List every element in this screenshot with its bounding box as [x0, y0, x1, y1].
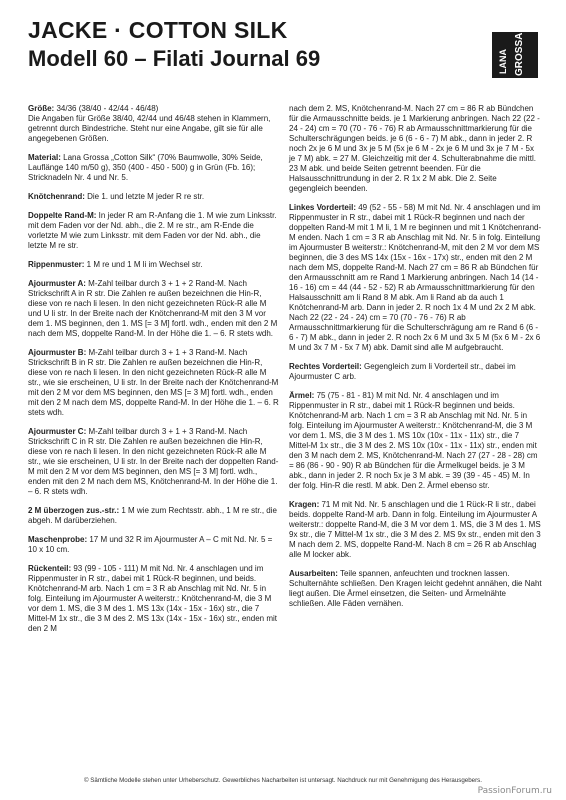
section-label: Größe:: [28, 104, 55, 113]
section-text: 93 (99 - 105 - 111) M mit Nd. Nr. 4 anschlagen und im Rippenmuster in R str., dabei mit 1 Rück-R beginnen, und beids. Knötchenrand-M arb. Nach 1 cm = 3 R ab Anschlag mit Nd. Nr. 5 in folg. Einteilung im Ajourmuster A weiterstr.: Knötchenrand-M, die 3 M vor dem 1. MS, die 3 M des 1. MS 13x (14x - 15x - 16x) str., die 7 Mittel-M 1x str., die 3 M des 2. MS 13x (14x - 15x - 16x) str., enden mit den 2 M: [28, 564, 277, 633]
section-label: Kragen:: [289, 500, 320, 509]
instruction-paragraph: [289, 203, 542, 353]
page-title: JACKE · COTTON SILK: [28, 17, 288, 43]
section-text: M-Zahl teilbar durch 3 + 1 + 2 Rand-M. Nach Strickschrift A in R str. Die Zahlen re außen bezeichnen die Hin-R, diese von re nach li lesen. In den nicht gezeichneten Rück-R alle M und U li str. In der Breite nach der Knötchenrand-M mit den 3 M vor dem 1. MS beginnen, den 1. MS [= 3 M] fortl. wdh., enden mit den 2 M nach dem MS, doppelte Rand-M. In der Höhe die 1. – 6. R stets wdh.: [28, 279, 278, 338]
watermark: PassionForum.ru: [477, 786, 552, 796]
instruction-paragraph: [289, 362, 542, 382]
instruction-paragraph: [28, 279, 281, 339]
section-label: Ajourmuster C:: [28, 427, 87, 436]
lana-grossa-logo: [492, 32, 538, 78]
section-text: Die Angaben für Größe 38/40, 42/44 und 46/48 stehen in Klammern, getrennt durch Bindestriche. Steht nur eine Angabe, gilt sie für alle angegebenen Größen.: [28, 114, 271, 143]
section-text: 1 M wie zum Rechtsstr. abh., 1 M re str., die abgeh. M darüberziehen.: [28, 506, 277, 525]
instruction-paragraph: [289, 391, 542, 491]
instruction-paragraph: [28, 260, 281, 270]
instruction-paragraph: [28, 104, 281, 144]
section-label: Maschenprobe:: [28, 535, 88, 544]
copyright-footer: © Sämtliche Modelle stehen unter Urheberschutz. Gewerbliches Nacharbeiten ist untersagt. Nachdruck nur mit Genehmigung des Herausgebers.: [83, 777, 482, 784]
logo-text-bottom: GROSSA: [514, 32, 525, 76]
section-label: 2 M überzogen zus.-str.:: [28, 506, 120, 515]
instruction-paragraph: [28, 564, 281, 634]
section-text: Gegengleich zum li Vorderteil str., dabei im Ajourmuster C arb.: [289, 362, 516, 381]
section-text: 17 M und 32 R im Ajourmuster A – C mit Nd. Nr. 5 = 10 x 10 cm.: [28, 535, 273, 554]
section-text: 71 M mit Nd. Nr. 5 anschlagen und die 1 Rück-R li str., dabei beids. doppelte Rand-M arb. Dann in folg. Einteilung im Ajourmuster A weiterstr.: doppelte Rand-M, die 3 M vor dem 1. MS, die 3 M des 1. MS 9x str., die 7 Mittel-M 1x str., die 3 M des 2. MS 9x str., enden mit den 3 M nach dem 2. MS, doppelte Rand-M. Nach 8 cm = 26 R ab Anschlag alle M locker abk.: [289, 500, 541, 559]
section-text: 34/36 (38/40 - 42/44 - 46/48): [54, 104, 159, 113]
page-subtitle: Modell 60 – Filati Journal 69: [28, 46, 321, 71]
instruction-paragraph: [289, 104, 542, 194]
instruction-paragraph: [28, 506, 281, 526]
instruction-paragraph: [28, 192, 281, 202]
section-text: 1 M re und 1 M li im Wechsel str.: [84, 260, 203, 269]
instruction-paragraph: [28, 348, 281, 418]
section-label: Rechtes Vorderteil:: [289, 362, 362, 371]
instructions-left-column: [28, 104, 281, 643]
section-text: 75 (75 - 81 - 81) M mit Nd. Nr. 4 anschlagen und im Rippenmuster in R str., dabei mit 1 Rück-R beginnen und beids. Knötchenrand-M arb. Nach 1 cm = 3 R ab Anschlag mit Nd. Nr. 5 in folg. Einteilung im Ajourmuster A weiterstr.: Knötchenrand-M, die 3 M vor dem 1. MS, die 3 M des 1. MS 10x (10x - 11x - 11x) str., die 7 Mittel-M 1x str., die 3 M des 2. MS 10x (10x - 11x - 11x) str., enden mit den 3 M nach dem 2. MS, Knötchenrand-M. Nach 27 (27 - 28 - 28) cm = 86 (86 - 90 - 90) R ab Bündchen für die Ärmelkugel beids. je 3 M abk., dann in jeder 2. R noch 5x je 3 M abk. = 39 (39 - 45 - 45) M. In der folg. Hin-R die restl. M abk. Den 2. Ärmel ebenso str.: [289, 391, 538, 490]
instruction-paragraph: [28, 535, 281, 555]
section-text: In jeder R am R-Anfang die 1. M wie zum Linksstr. mit dem Faden vor der Nd. abh., die 2. M re str., am R-Ende die vorletzte M wie zum Linksstr. mit dem Faden vor der Nd. abh., die letzte M re str.: [28, 211, 277, 250]
section-label: Doppelte Rand-M:: [28, 211, 97, 220]
section-text: M-Zahl teilbar durch 3 + 1 + 3 Rand-M. Nach Strickschrift C in R str. Die Zahlen re außen bezeichnen die Hin-R, diese von re nach li lesen. In den nicht gezeichneten Rück-R alle M str., wie sie erscheinen, U li str. In der Breite nach der doppelten Rand-M mit den 2 M vor dem MS beginnen, den MS [= 3 M] fortl. wdh., enden mit den 2 M nach dem MS, Knötchenrand-M. In der Höhe die 1. – 6. R stets wdh.: [28, 427, 279, 496]
section-text: Lana Grossa „Cotton Silk“ (70% Baumwolle, 30% Seide, Lauflänge 140 m/50 g), 350 (400 - 450 - 500) g in Grün (Fb. 16); Stricknadeln Nr. 4 und Nr. 5.: [28, 153, 263, 182]
section-text: M-Zahl teilbar durch 3 + 1 + 3 Rand-M. Nach Strickschrift B in R str. Die Zahlen re außen bezeichnen die Hin-R, diese von re nach li lesen. In den nicht gezeichneten Rück-R alle M str., wie sie erscheinen, U li str. In der Breite nach der Knötchenrand-M mit den 2 M vor dem MS beginnen, den MS [= 3 M] fortl. wdh., enden mit den 2 M nach dem MS, doppelte Rand-M. In der Höhe die 1. – 6. R stets wdh.: [28, 348, 279, 417]
section-text: Teile spannen, anfeuchten und trocknen lassen. Schulternähte schließen. Den Kragen leicht gedehnt annähen, die Naht liegt außen. Die Ärmel einsetzen, die Seiten- und Ärmelnähte schließen. Alle Fäden vernähen.: [289, 569, 542, 608]
section-text: Die 1. und letzte M jeder R re str.: [84, 192, 205, 201]
section-label: Linkes Vorderteil:: [289, 203, 356, 212]
section-label: Ajourmuster B:: [28, 348, 87, 357]
section-label: Rippenmuster:: [28, 260, 85, 269]
instruction-paragraph: [28, 211, 281, 251]
instructions-right-column: [289, 104, 542, 618]
logo-text-top: LANA: [498, 49, 508, 74]
section-label: Knötchenrand:: [28, 192, 85, 201]
section-label: Rückenteil:: [28, 564, 72, 573]
instruction-paragraph: [289, 569, 542, 609]
section-text: 49 (52 - 55 - 58) M mit Nd. Nr. 4 anschlagen und im Rippenmuster in R str., dabei mit 1 Rück-R beginnen und nach der doppelten Rand-M mit 1 M li, 1 M re beginnen und mit 1 Knötchenrand-M enden. Nach 1 cm = 3 R ab Anschlag mit Nd. Nr. 5 in folg. Einteilung im Ajourmuster B weiterstr.: Knötchenrand-M, mit den 2 M vor dem MS beginnen, die 3 des MS 14x (15x - 16x - 17x) str., enden mit den 2 M nach dem MS, doppelte Rand-M. Nach 27 cm = 86 R ab Bündchen für den Armausschnitt am re Rand 1 Markierung anbringen. Nach 14 (14 - 16 - 16) cm = 44 (44 - 52 - 52) R ab Armausschnittmarkierung für den Halsausschnitt am li Rand 8 M abk. Am li Rand ab da auch 1 Knötchenrand-M arb. Dann in jeder 2. R noch 1x 4 M und 2x 2 M abk. Nach 22 (22 - 24 - 24) cm = 70 (70 - 76 - 76) R ab Armausschnittmarkierung für die Schulterschrägung am re Rand 6 (6 - 6 - 7) M abk., dann in jeder 2. R noch 2x 6 M und 3x 5 M (5x 6 M - 2x 6 M und 3x 7 M - 5x 7 M) abk. Damit sind alle M aufgebraucht.: [289, 203, 542, 352]
section-text: nach dem 2. MS, Knötchenrand-M. Nach 27 cm = 86 R ab Bündchen für die Armausschnitte beids. je 1 Markierung anbringen. Nach 22 (22 - 24 - 24) cm = 70 (70 - 76 - 76) R ab Armausschnittmarkierung für die Schulterschrägungen beids. je 6 (6 - 6 - 7) M abk., dann in jeder 2. R noch 2x je 6 M und 3x je 5 M (5x je 6 M - 2x je 6 M und 3x je 7 M - 5x je 7 M) abk. = 27 M. Gleichzeitig mit der 4. Schulterabnahme die mittl. 23 M abk. und beide Seiten getrennt beenden. Für die Halsausschnittrundung in der 2. R 1x 2 M abk. Die 2. Seite gegengleich beenden.: [289, 104, 540, 193]
instruction-paragraph: [28, 153, 281, 183]
section-label: Material:: [28, 153, 61, 162]
section-label: Ärmel:: [289, 391, 315, 400]
instruction-paragraph: [289, 500, 542, 560]
section-label: Ajourmuster A:: [28, 279, 86, 288]
instruction-paragraph: [28, 427, 281, 497]
section-label: Ausarbeiten:: [289, 569, 338, 578]
